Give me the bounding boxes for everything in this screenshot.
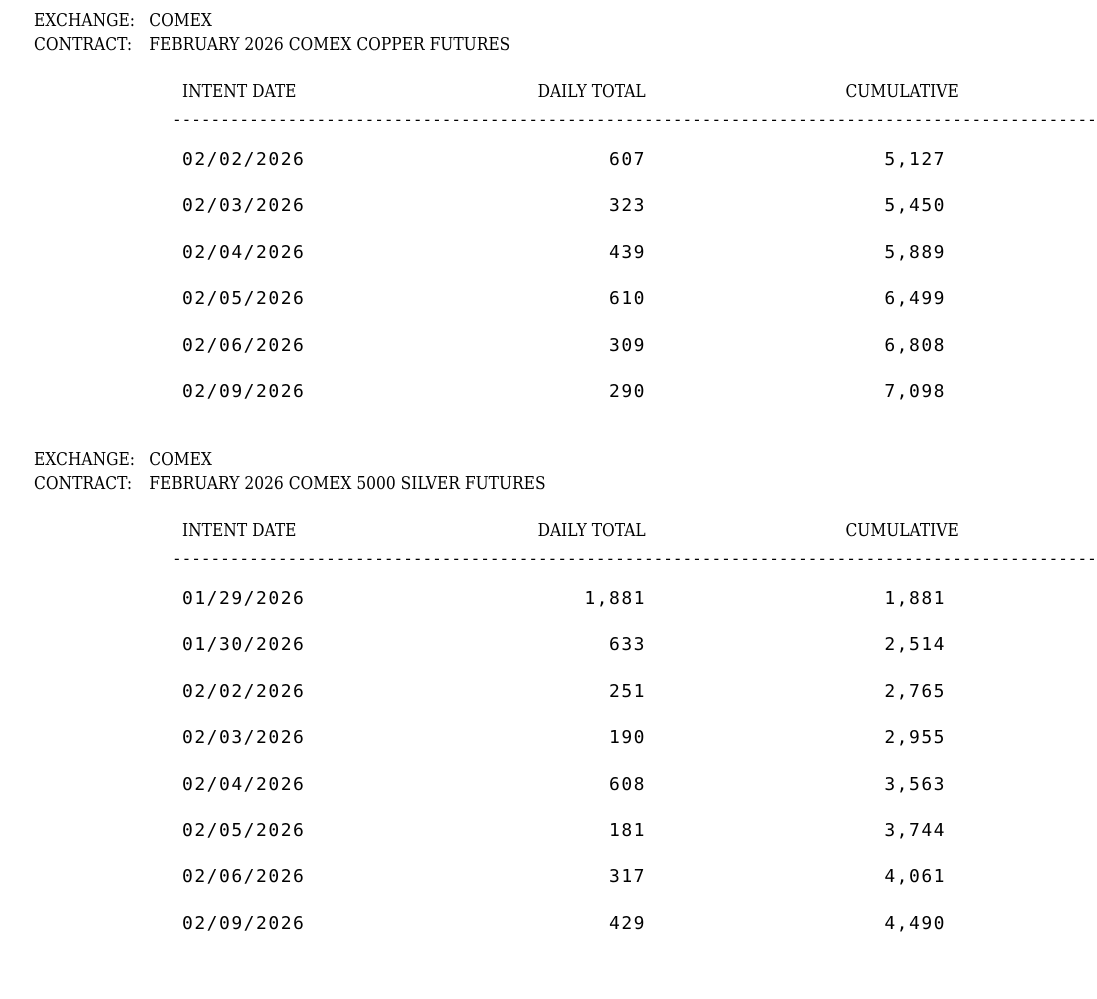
table-row xyxy=(0,194,996,240)
cumulative-cell: 3,563 xyxy=(884,773,946,795)
cumulative-cell: 7,098 xyxy=(884,380,946,402)
column-header-intent-date: INTENT DATE xyxy=(182,520,297,541)
daily-total-cell: 309 xyxy=(608,334,646,356)
table-row xyxy=(0,334,996,380)
contract-value: FEBRUARY 2026 COMEX COPPER FUTURES xyxy=(149,34,511,55)
daily-total-cell: 323 xyxy=(608,195,646,217)
daily-total-cell: 290 xyxy=(608,380,646,402)
table-row xyxy=(0,633,996,679)
daily-total-cell: 1,881 xyxy=(584,588,646,609)
daily-total-cell: 439 xyxy=(608,241,646,263)
table-row xyxy=(0,865,996,911)
table-row xyxy=(0,287,996,333)
cumulative-cell: 6,499 xyxy=(884,288,946,310)
table-body xyxy=(0,148,996,426)
cumulative-cell: 4,061 xyxy=(884,866,946,888)
intent-date-cell: 01/29/2026 xyxy=(182,588,306,609)
intent-date-cell: 02/02/2026 xyxy=(182,680,306,702)
intent-date-cell: 02/05/2026 xyxy=(182,288,306,310)
table-row xyxy=(0,680,996,726)
cumulative-cell: 5,889 xyxy=(884,241,946,263)
intent-date-cell: 02/05/2026 xyxy=(182,819,306,841)
table-row xyxy=(0,587,996,633)
contract-line xyxy=(34,33,510,57)
column-header-daily-total: DAILY TOTAL xyxy=(537,520,646,541)
cumulative-cell: 3,744 xyxy=(884,819,946,841)
column-header-cumulative: CUMULATIVE xyxy=(845,520,959,541)
table-row xyxy=(0,380,996,426)
cumulative-cell: 5,127 xyxy=(884,149,946,170)
intent-date-cell: 02/09/2026 xyxy=(182,912,306,934)
intent-date-cell: 02/02/2026 xyxy=(182,149,306,170)
cumulative-cell: 5,450 xyxy=(884,195,946,217)
contract-label: CONTRACT: xyxy=(34,473,133,494)
table-row xyxy=(0,241,996,287)
column-header-cumulative: CUMULATIVE xyxy=(845,81,959,102)
intent-date-cell: 02/06/2026 xyxy=(182,866,306,888)
table-row xyxy=(0,819,996,865)
exchange-value: COMEX xyxy=(149,10,212,31)
daily-total-cell: 607 xyxy=(608,149,646,170)
cumulative-cell: 4,490 xyxy=(884,912,946,934)
table-row xyxy=(0,148,996,194)
table-body xyxy=(0,587,996,958)
intent-date-cell: 01/30/2026 xyxy=(182,634,306,656)
table-row xyxy=(0,912,996,958)
cumulative-cell: 2,765 xyxy=(884,680,946,702)
table-row xyxy=(0,726,996,772)
cumulative-cell: 1,881 xyxy=(884,588,946,609)
daily-total-cell: 251 xyxy=(608,680,646,702)
header-divider: ------------------------------------------------------------------------------------------------ xyxy=(172,110,1097,129)
daily-total-cell: 429 xyxy=(608,912,646,934)
intent-date-cell: 02/06/2026 xyxy=(182,334,306,356)
contract-line xyxy=(34,472,546,496)
intent-date-cell: 02/03/2026 xyxy=(182,195,306,217)
daily-total-cell: 608 xyxy=(608,773,646,795)
cumulative-cell: 2,514 xyxy=(884,634,946,656)
exchange-value: COMEX xyxy=(149,449,212,470)
daily-total-cell: 190 xyxy=(608,727,646,749)
header-divider: ------------------------------------------------------------------------------------------------ xyxy=(172,549,1097,568)
cumulative-cell: 6,808 xyxy=(884,334,946,356)
contract-label: CONTRACT: xyxy=(34,34,133,55)
daily-total-cell: 317 xyxy=(608,866,646,888)
exchange-label: EXCHANGE: xyxy=(34,10,136,31)
exchange-label: EXCHANGE: xyxy=(34,449,136,470)
contract-value: FEBRUARY 2026 COMEX 5000 SILVER FUTURES xyxy=(149,473,546,494)
intent-date-cell: 02/03/2026 xyxy=(182,727,306,749)
daily-total-cell: 633 xyxy=(608,634,646,656)
column-header-daily-total: DAILY TOTAL xyxy=(537,81,646,102)
daily-total-cell: 610 xyxy=(608,288,646,310)
column-header-intent-date: INTENT DATE xyxy=(182,81,297,102)
intent-date-cell: 02/04/2026 xyxy=(182,773,306,795)
cumulative-cell: 2,955 xyxy=(884,727,946,749)
exchange-line xyxy=(34,448,212,472)
daily-total-cell: 181 xyxy=(608,819,646,841)
intent-date-cell: 02/04/2026 xyxy=(182,241,306,263)
intent-date-cell: 02/09/2026 xyxy=(182,380,306,402)
table-row xyxy=(0,773,996,819)
exchange-line xyxy=(34,9,212,33)
